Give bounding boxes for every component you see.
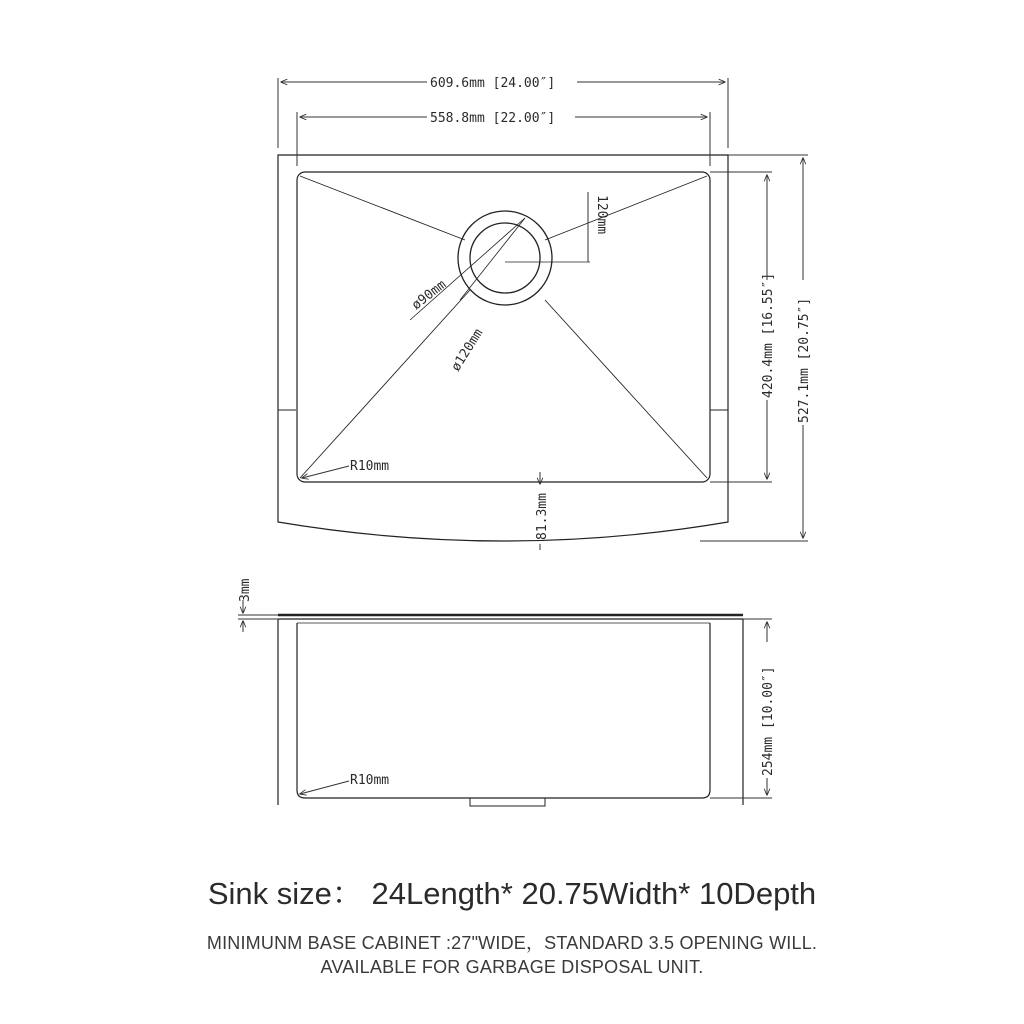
sink-bowl-outline [297, 172, 710, 482]
cabinet-note-line1: MINIMUNM BASE CABINET :27"WIDE，STANDARD 3.5 OPENING WILL. [206, 933, 818, 953]
cabinet-note-line2: AVAILABLE FOR GARBAGE DISPOSAL UNIT. [320, 957, 704, 977]
overall-length-label: 527.1mm [20.75″] [797, 297, 812, 423]
drain-offset-label: 120mm [594, 195, 609, 235]
top-view [278, 155, 728, 541]
overall-width-label: 609.6mm [24.00″] [430, 76, 556, 91]
bowl-width-label: 558.8mm [22.00″] [430, 111, 556, 126]
drain-inner-diameter-label: ø90mm [409, 277, 450, 314]
side-view [278, 615, 743, 806]
flange-thickness-label: 3mm [238, 578, 253, 602]
slope-line [300, 290, 470, 478]
slope-line [545, 176, 707, 240]
drain-outer-circle [458, 211, 552, 305]
side-bowl-outline [297, 623, 710, 798]
corner-radius-label: R10mm [350, 459, 390, 474]
drain-bump [470, 798, 545, 806]
bowl-length-label: 420.4mm [16.55″] [761, 272, 776, 398]
side-corner-radius-label: R10mm [350, 773, 390, 788]
sink-size-title: Sink size： 24Length* 20.75Width* 10Depth [207, 876, 817, 911]
apron-depth-label: 81.3mm [535, 493, 550, 540]
drain-outer-diameter-label: ø120mm [448, 326, 487, 375]
depth-label: 254mm [10.00″] [761, 666, 776, 776]
slope-line [300, 176, 465, 240]
slope-line [545, 300, 707, 478]
sink-outer-outline [278, 155, 728, 541]
